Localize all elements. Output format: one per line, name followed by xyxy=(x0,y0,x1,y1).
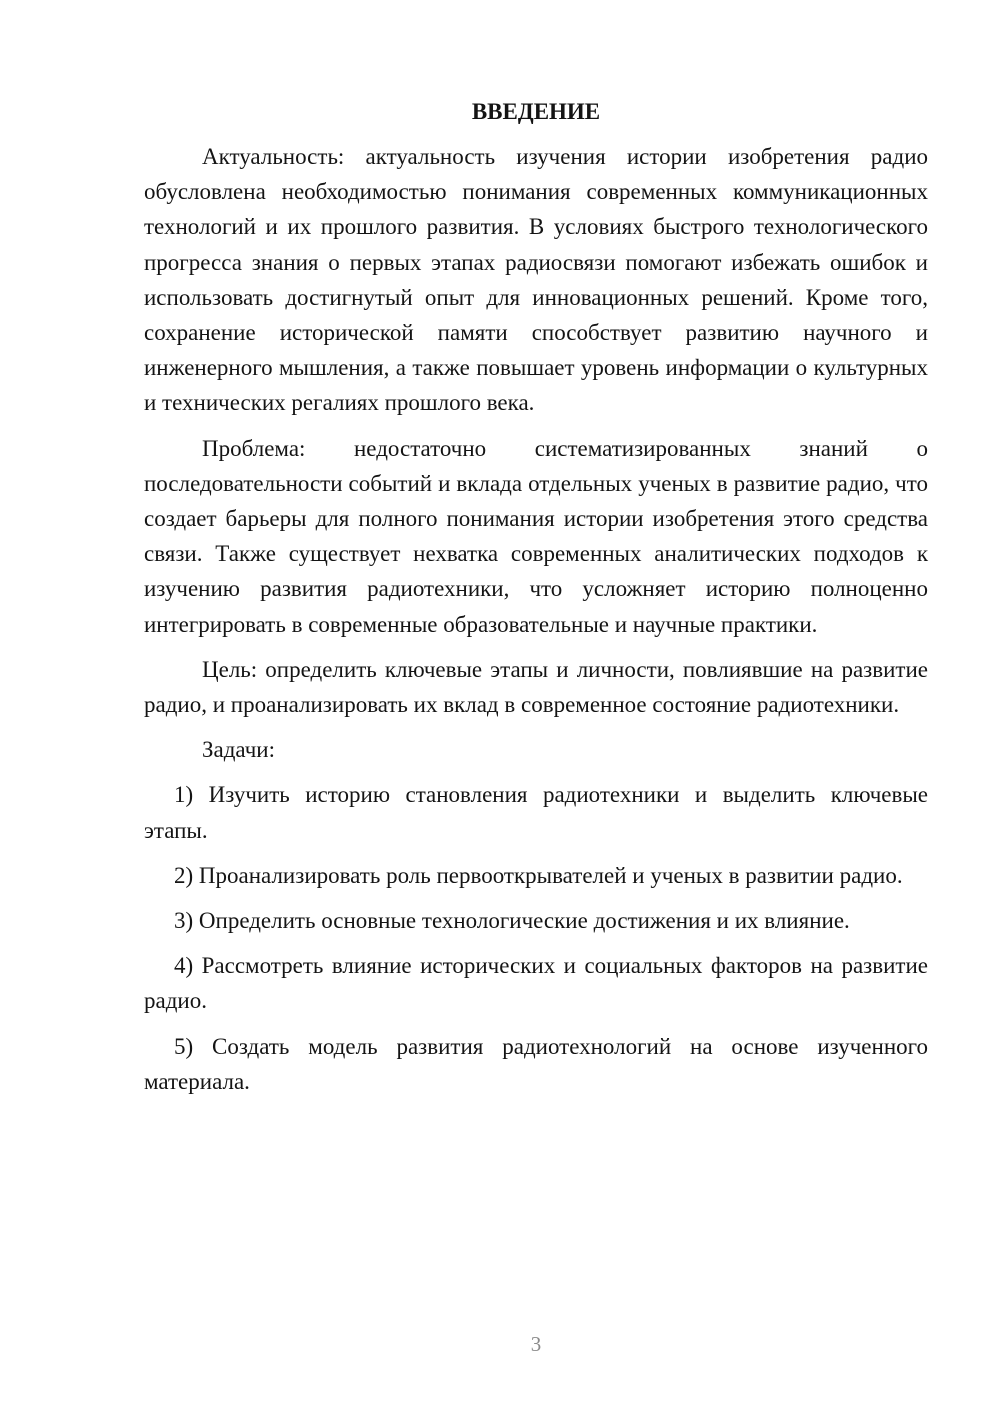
paragraph-goal: Цель: определить ключевые этапы и личности, повлиявшие на развитие радио, и проанализировать их вклад в современное состояние радиотехники. xyxy=(144,656,928,718)
paragraph-tasks-heading: Задачи: xyxy=(202,737,275,763)
task-item-5: 5) Создать модель развития радиотехнологий на основе изученного материала. xyxy=(144,1033,928,1094)
task-item-4: 4) Рассмотреть влияние исторических и социальных факторов на развитие радио. xyxy=(144,953,928,1014)
task-item-3: 3) Определить основные технологические достижения и их влияние. xyxy=(174,908,850,934)
document-page xyxy=(144,94,928,1109)
task-item-1: 1) Изучить историю становления радиотехники и выделить ключевые этапы. xyxy=(144,782,928,843)
task-item-2: 2) Проанализировать роль первооткрывателей и ученых в развитии радио. xyxy=(174,862,903,888)
paragraph-relevance: Актуальность: актуальность изучения истории изобретения радио обусловлена необходимостью понимания современных коммуникационных технологий и их прошлого развития. В условиях быстрого технологического прогресса знания о первых этапах радиосвязи помогают избежать ошибок и использовать достигнутый опыт для инновационных решений. Кроме того, сохранение исторической памяти способствует развитию научного и инженерного мышления, а также повышает уровень информации о культурных и технических регалиях прошлого века. xyxy=(144,144,928,416)
section-title: ВВЕДЕНИЕ xyxy=(471,99,601,124)
paragraph-problem: Проблема: недостаточно систематизированных знаний о последовательности событий и вклада отдельных ученых в развитие радио, что создает барьеры для полного понимания истории изобретения этого средства связи. Также существует нехватка современных аналитических подходов к изучению развития радиотехники, что усложняет историю полноценно интегрировать в современные образовательные и научные практики. xyxy=(144,435,928,637)
page-number: 3 xyxy=(530,1332,542,1356)
